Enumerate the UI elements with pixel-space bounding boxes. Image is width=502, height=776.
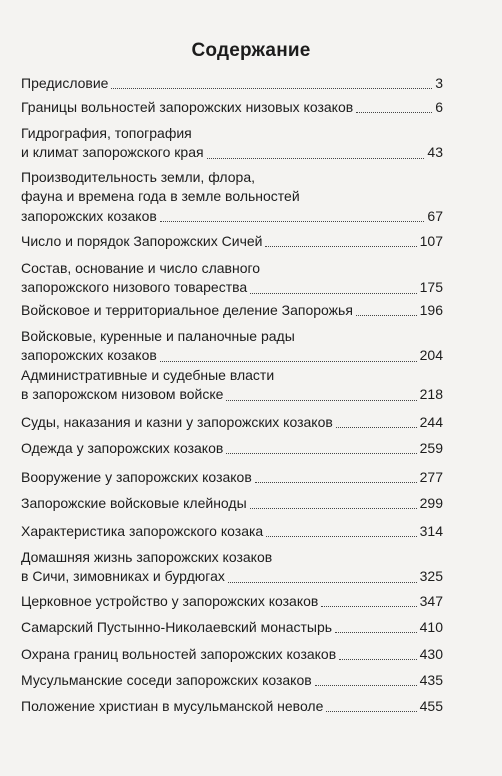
entry-title-line: Состав, основание и число славного [21,260,261,276]
toc-entry[interactable] [21,413,443,432]
entry-title-line: Одежда у запорожских козаков [21,440,224,456]
toc-entry[interactable] [21,494,443,513]
page-number: 204 [419,347,443,364]
page-title: Содержание [191,40,311,61]
dot-leader [226,452,416,454]
dot-leader [339,658,416,660]
toc-entry[interactable] [21,439,443,458]
dot-leader [356,111,432,113]
dot-leader [160,360,417,362]
page-number: 430 [419,646,443,662]
entry-title-line: Запорожские войсковые клейноды [21,495,247,511]
page-number: 259 [419,440,443,456]
toc-entry[interactable] [21,98,443,117]
entry-title-line: Административные и судебные власти [21,367,275,383]
page-number: 218 [419,386,443,403]
entry-title-line: Церковное устройство у запорожских козаков [21,593,319,609]
page-number: 107 [419,233,443,249]
dot-leader [315,684,417,686]
entry-title-line: Охрана границ вольностей запорожских козаков [21,646,337,662]
dot-leader [265,245,416,247]
toc-entry[interactable] [21,468,443,487]
dot-leader [207,157,425,159]
page-number: 455 [419,698,443,714]
page-number: 277 [419,469,443,485]
page-number: 67 [427,207,443,224]
page-number: 6 [435,99,443,115]
toc-entry[interactable] [21,618,443,637]
entry-title-line: Войсковое и территориальное деление Запорожья [21,302,353,318]
page-number: 244 [419,414,443,430]
toc-entry[interactable] [21,671,443,690]
page-number: 3 [435,75,443,91]
page-number: 314 [419,523,443,539]
entry-title-line: Самарский Пустынно-Николаевский монастырь [21,619,333,635]
entry-title-line: в запорожском низовом войске [21,386,224,403]
toc-entry[interactable] [21,522,443,541]
entry-title-line: Вооружение у запорожских козаков [21,469,252,485]
entry-title-line: Границы вольностей запорожских низовых козаков [21,99,354,115]
dot-leader [336,426,417,428]
page-number: 43 [427,144,443,161]
dot-leader [326,710,416,712]
dot-leader [160,220,425,222]
toc-entry[interactable] [21,366,443,405]
entry-title-line: Войсковые, куренные и паланочные рады [21,328,295,344]
entry-title-line: Домашняя жизнь запорожских козаков [21,549,273,565]
entry-title-line: запорожских козаков [21,347,157,364]
dot-leader [226,399,416,401]
dot-leader [335,631,417,633]
toc-entry[interactable] [21,74,443,93]
dot-leader [266,535,416,537]
entry-title-line: Число и порядок Запорожских Сичей [21,233,263,249]
entry-title-line: запорожских козаков [21,207,157,224]
toc-entry[interactable] [21,232,443,251]
entry-title-line: Характеристика запорожского козака [21,523,264,539]
dot-leader [356,314,417,316]
entry-title-line: и климат запорожского края [21,144,204,161]
dot-leader [111,87,432,89]
toc-entry[interactable] [21,168,443,226]
page-number: 435 [419,672,443,688]
entry-title-line: фауна и времена года в земле вольностей [21,188,300,205]
toc-entry[interactable] [21,548,443,587]
page-number: 325 [419,568,443,585]
toc-entry[interactable] [21,645,443,664]
entry-title-line: Гидрография, топография [21,125,192,141]
entry-title-line: в Сичи, зимовниках и бурдюгах [21,568,225,585]
toc-entry[interactable] [21,259,443,298]
toc-entry[interactable] [21,697,443,716]
dot-leader [255,481,417,483]
toc-entry[interactable] [21,327,443,366]
page-number: 347 [419,593,443,609]
toc-entry[interactable] [21,301,443,320]
entry-title-line: Предисловие [21,75,109,91]
page-number: 299 [419,495,443,511]
entry-title-line: Положение христиан в мусульманской неволе [21,698,324,714]
dot-leader [250,507,417,509]
dot-leader [228,581,417,583]
toc-entry[interactable] [21,592,443,611]
page-number: 175 [419,279,443,296]
toc-entry[interactable] [21,124,443,163]
page-number: 410 [419,619,443,635]
dot-leader [321,605,416,607]
page-number: 196 [419,302,443,318]
dot-leader [250,292,416,294]
entry-title-line: Производительность земли, флора, [21,169,256,185]
entry-title-line: Суды, наказания и казни у запорожских козаков [21,414,333,430]
entry-title-line: запорожского низового товарества [21,279,248,296]
entry-title-line: Мусульманские соседи запорожских козаков [21,672,312,688]
